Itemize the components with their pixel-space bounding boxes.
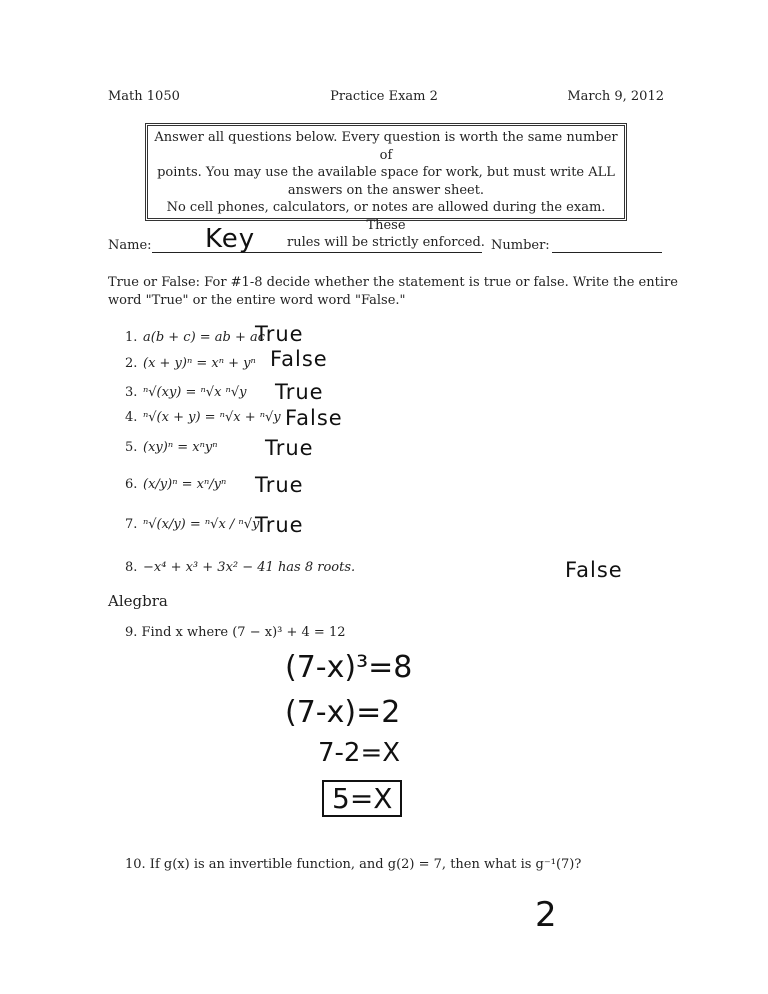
tf-item-statement: ⁿ√(xy) = ⁿ√x ⁿ√y — [143, 385, 247, 400]
course-label: Math 1050 — [108, 89, 180, 104]
tf-item-number: 8. — [125, 560, 138, 575]
tf-item-number: 5. — [125, 440, 138, 455]
tf-item-number: 7. — [125, 517, 138, 532]
tf-item-statement: ⁿ√(x/y) = ⁿ√x / ⁿ√y — [143, 517, 260, 532]
tf-item-statement: −x⁴ + x³ + 3x² − 41 has 8 roots. — [143, 560, 356, 575]
tf-item-number: 3. — [125, 385, 138, 400]
tf-item-answer: False — [270, 347, 328, 371]
name-value: Key — [205, 224, 256, 254]
instruction-line: rules will be strictly enforced. — [287, 235, 485, 250]
tf-item-answer: True — [275, 380, 324, 404]
question-9: 9. Find x where (7 − x)³ + 4 = 12 — [125, 625, 346, 640]
tf-item-statement: (x/y)ⁿ = xⁿ/yⁿ — [143, 477, 227, 492]
tf-item-number: 1. — [125, 330, 138, 345]
tf-item-statement: (x + y)ⁿ = xⁿ + yⁿ — [143, 356, 256, 371]
instruction-line: No cell phones, calculators, or notes are allowed during the exam. These — [166, 200, 606, 233]
name-line — [152, 252, 482, 253]
tf-intro: word "True" or the entire word word "False." — [108, 293, 406, 308]
tf-item-statement: ⁿ√(x + y) = ⁿ√x + ⁿ√y — [143, 410, 281, 425]
work-line: (7-x)=2 — [285, 695, 401, 730]
tf-item-answer: True — [255, 513, 304, 537]
tf-intro: True or False: For #1-8 decide whether the statement is true or false. Write the entire — [108, 275, 678, 290]
tf-item-number: 6. — [125, 477, 138, 492]
tf-item-statement: (xy)ⁿ = xⁿyⁿ — [143, 440, 218, 455]
exam-date: March 9, 2012 — [567, 89, 664, 104]
tf-item-answer: False — [285, 406, 343, 430]
tf-item-answer: True — [265, 436, 314, 460]
name-label: Name: — [108, 238, 152, 253]
section-heading: Alegbra — [108, 592, 168, 610]
instruction-line: answers on the answer sheet. — [287, 182, 485, 198]
question-10: 10. If g(x) is an invertible function, and g(2) = 7, then what is g⁻¹(7)? — [125, 857, 582, 872]
work-line: 7-2=X — [318, 738, 401, 768]
work-line: (7-x)³=8 — [285, 650, 413, 685]
tf-item-answer: False — [565, 558, 623, 582]
number-line — [552, 252, 662, 253]
number-label: Number: — [491, 238, 550, 253]
tf-item-number: 4. — [125, 410, 138, 425]
instruction-line: Answer all questions below. Every question is worth the same number of — [154, 130, 618, 163]
answer-10: 2 — [535, 895, 557, 935]
tf-item-answer: True — [255, 322, 304, 346]
exam-title: Practice Exam 2 — [330, 89, 438, 104]
tf-item-number: 2. — [125, 356, 138, 371]
tf-item-answer: True — [255, 473, 304, 497]
tf-item-statement: a(b + c) = ab + ac — [143, 330, 266, 345]
instruction-line: points. You may use the available space for work, but must write ALL — [157, 165, 615, 180]
boxed-answer: 5=X — [322, 780, 402, 817]
